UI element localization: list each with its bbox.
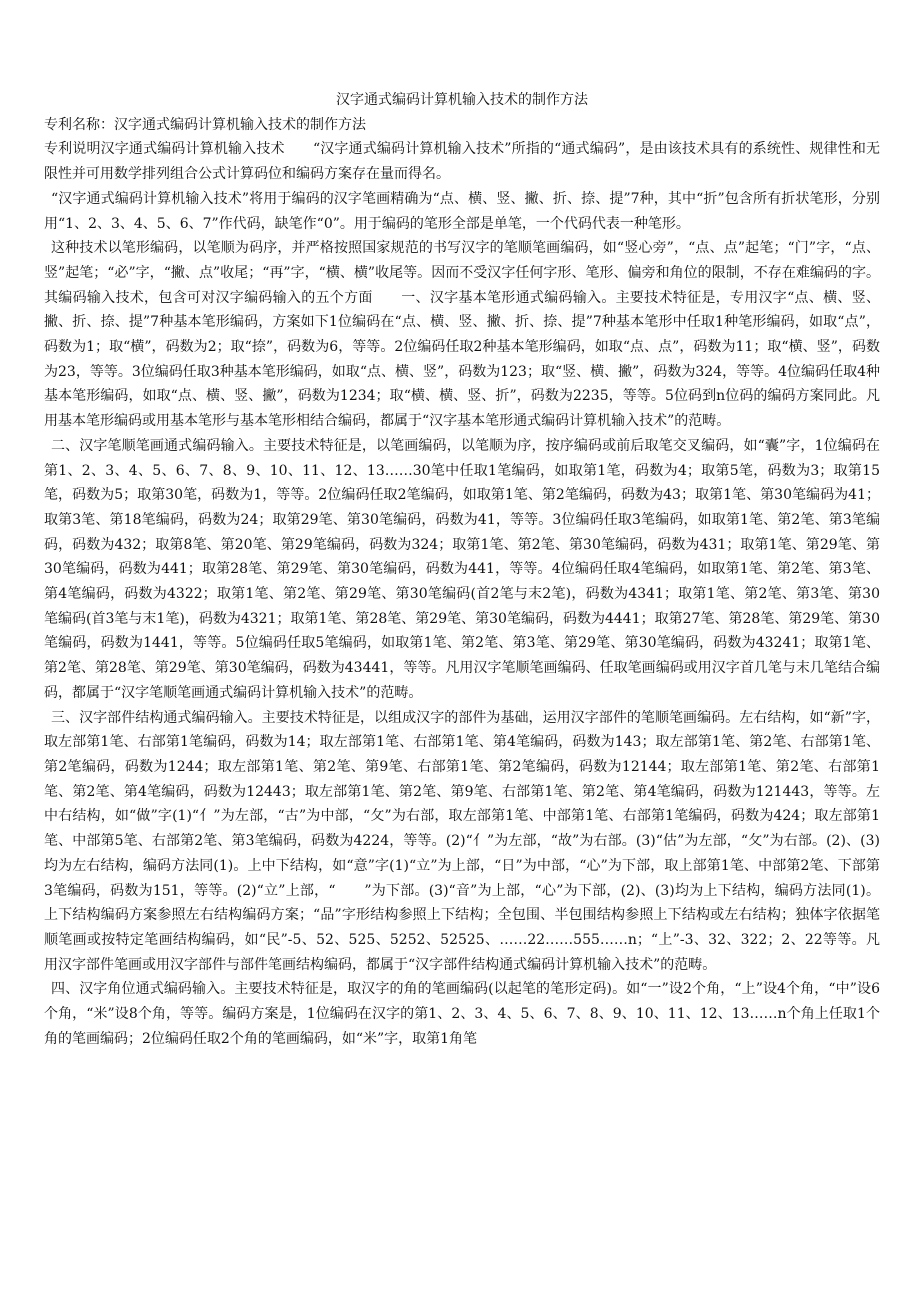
paragraph-stroke-order-encoding: 二、汉字笔顺笔画通式编码输入。主要技术特征是，以笔画编码，以笔顺为序，按序编码或前后取笔交叉编码，如“囊”字，1位编码在第1、2、3、4、5、6、7、8、9、10、11、12、13……30笔中任取1笔编码，如取第1笔，码数为4；取第5笔，码数为3；取第15笔，码数为5；取第30笔，码数为1，等等。2位编码任取2笔编码，如取第1笔、第2笔编码，码数为43；取第1笔、第30笔编码为41；取第3笔、第18笔编码，码数为24；取第29笔、第30笔编码，码数为41，等等。3位编码任取3笔编码，如取第1笔、第2笔、第3笔编码，码数为432；取第8笔、第20笔、第29笔编码，码数为324；取第1笔、第2笔、第30笔编码，码数为431；取第1笔、第29笔、第30笔编码，码数为441；取第28笔、第29笔、第30笔编码，码数为441，等等。4位编码任取4笔编码，如取第1笔、第2笔、第3笔、第4笔编码，码数为4322；取第1笔、第2笔、第29笔、第30笔编码(首2笔与末2笔)，码数为4341；取第1笔、第2笔、第3笔、第30笔编码(首3笔与末1笔)，码数为4321；取第1笔、第28笔、第29笔、第30笔编码，码数为4441；取第27笔、第28笔、第29笔、第30笔编码，码数为1441，等等。5位编码任取5笔编码，如取第1笔、第2笔、第3笔、第29笔、第30笔编码，码数为43241；取第1笔、第2笔、第28笔、第29笔、第30笔编码，码数为43441，等等。凡用汉字笔顺笔画编码、任取笔画编码或用汉字首几笔与末几笔结合编码，都属于“汉字笔顺笔画通式编码计算机输入技术”的范畴。 xyxy=(44,437,880,701)
patent-name: 专利名称：汉字通式编码计算机输入技术的制作方法 xyxy=(44,116,366,133)
paragraph-basic-stroke-encoding: 这种技术以笔形编码，以笔顺为码序，并严格按照国家规范的书写汉字的笔顺笔画编码，如“竖心旁”，“点、点”起笔；“门”字，“点、竖”起笔；“必”字，“撇、点”收尾；“再”字，“横、横”收尾等。因而不受汉字任何字形、笔形、偏旁和角位的限制，不存在难编码的字。其编码输入技术，包含可对汉字编码输入的五个方面 一、汉字基本笔形通式编码输入。主要技术特征是，专用汉字“点、横、竖、撇、折、捺、提”7种基本笔形编码，方案如下1位编码在“点、横、竖、撇、折、捺、提”7种基本笔形中任取1种笔形编码，如取“点”，码数为1；取“横”，码数为2；取“捺”，码数为6，等等。2位编码任取2种基本笔形编码，如取“点、点”，码数为11；取“横、竖”，码数为23，等等。3位编码任取3种基本笔形编码，如取“点、横、竖”，码数为123；取“竖、横、撇”，码数为324，等等。4位编码任取4种基本笔形编码，如取“点、横、竖、撇”，码数为1234；取“横、横、竖、折”，码数为2235，等等。5位码到n位码的编码方案同此。凡用基本笔形编码或用基本笔形与基本笔形相结合编码，都属于“汉字基本笔形通式编码计算机输入技术”的范畴。 xyxy=(44,240,880,430)
paragraph-corner-encoding: 四、汉字角位通式编码输入。主要技术特征是，取汉字的角的笔画编码(以起笔的笔形定码)。如“一”设2个角，“上”设4个角，“中”设6个角，“米”设8个角，等等。编码方案是，1位编码在汉字的第1、2、3、4、5、6、7、8、9、10、11、12、13……n个角上任取1个角的笔画编码；2位编码任取2个角的笔画编码，如“米”字，取第1角笔 xyxy=(44,981,880,1047)
spec-intro: 专利说明汉字通式编码计算机输入技术 “汉字通式编码计算机输入技术”所指的“通式编码”，是由该技术具有的系统性、规律性和无限性并可用数学排列组合公式计算码位和编码方案存在量而得名。 xyxy=(44,141,880,183)
document-page xyxy=(44,88,880,1051)
paragraph-component-structure-encoding: 三、汉字部件结构通式编码输入。主要技术特征是，以组成汉字的部件为基础，运用汉字部件的笔顺笔画编码。左右结构，如“新”字，取左部第1笔、右部第1笔编码，码数为14；取左部第1笔、右部第1笔、第4笔编码，码数为143；取左部第1笔、第2笔、右部第1笔、第2笔编码，码数为1244；取左部第1笔、第2笔、第9笔、右部第1笔、第2笔编码，码数为12144；取左部第1笔、第2笔、右部第1笔、第2笔、第4笔编码，码数为12443；取左部第1笔、第2笔、第9笔、右部第1笔、第2笔、第4笔编码，码数为121443，等等。左中右结构，如“做”字(1)“亻”为左部，“古”为中部，“攵”为右部，取左部第1笔、中部第1笔、右部第1笔编码，码数为424；取左部第1笔、中部第5笔、右部第2笔、第3笔编码，码数为4224，等等。(2)“亻”为左部，“故”为右部。(3)“估”为左部，“攵”为右部。(2)、(3)均为左右结构，编码方法同(1)。上中下结构，如“意”字(1)“立”为上部，“日”为中部，“心”为下部，取上部第1笔、中部第2笔、下部第3笔编码，码数为151，等等。(2)“立”上部，“ ”为下部。(3)“音”为上部，“心”为下部，(2)、(3)均为上下结构，编码方法同(1)。上下结构编码方案参照左右结构编码方案；“品”字形结构参照上下结构；全包围、半包围结构参照上下结构或左右结构；独体字依据笔顺笔画或按特定笔画结构编码，如“民”-5、52、525、5252、52525、……22……555……n；“上”-3、32、322；2、22等等。凡用汉字部件笔画或用汉字部件与部件笔画结构编码，都属于“汉字部件结构通式编码计算机输入技术”的范畴。 xyxy=(44,709,880,973)
paragraph-stroke-definition: “汉字通式编码计算机输入技术”将用于编码的汉字笔画精确为“点、横、竖、撇、折、捺、提”7种，其中“折”包含所有折状笔形，分别用“1、2、3、4、5、6、7”作代码，缺笔作“0”。用于编码的笔形全部是单笔，一个代码代表一种笔形。 xyxy=(44,190,880,232)
document-title: 汉字通式编码计算机输入技术的制作方法 xyxy=(336,92,588,108)
